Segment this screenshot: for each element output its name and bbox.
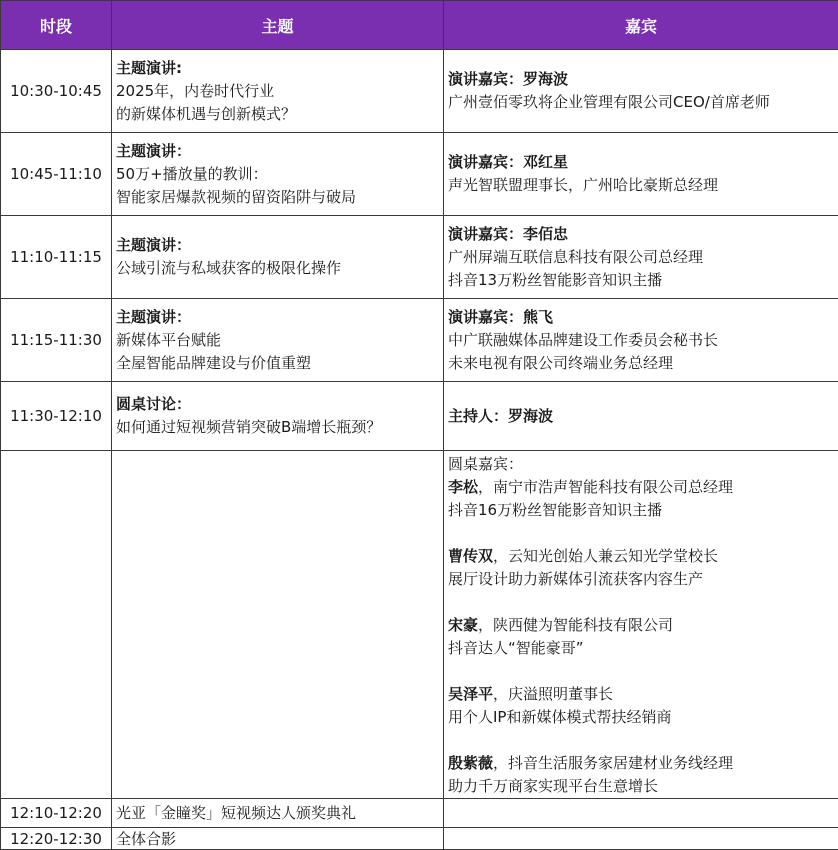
spacer [448, 522, 834, 545]
guest-cell [444, 133, 838, 216]
guest-name: 李松 [448, 478, 478, 496]
topic-cell [112, 216, 444, 299]
time-cell: 10:30-10:45 [1, 50, 112, 133]
guest-desc: 南宁市浩声智能科技有限公司总经理 [493, 478, 733, 496]
guest-desc: 抖音生活服务家居建材业务线经理 [508, 754, 733, 772]
guest-sep: ， [478, 478, 493, 496]
guest-cell [444, 299, 838, 382]
topic-label: 圆桌讨论： [116, 393, 439, 416]
table-row [1, 828, 838, 850]
topic-line: 如何通过短视频营销突破B端增长瓶颈？ [116, 416, 439, 439]
topic-label: 主题演讲： [116, 306, 439, 329]
guest-extra: 助力千万商家实现平台生意增长 [448, 775, 834, 798]
time-cell: 11:10-11:15 [1, 216, 112, 299]
guest-sep: ， [493, 547, 508, 565]
guest-label: 演讲嘉宾：熊飞 [448, 306, 834, 329]
topic-line: 全屋智能品牌建设与价值重塑 [116, 352, 439, 375]
guest-line: 广州壹佰零玖将企业管理有限公司CEO/首席老师 [448, 91, 834, 114]
guest-sep: ， [478, 616, 493, 634]
guest-sep: ， [493, 685, 508, 703]
topic-line: 公域引流与私域获客的极限化操作 [116, 257, 439, 280]
topic-cell [112, 133, 444, 216]
guest-name: 吴泽平 [448, 685, 493, 703]
topic-label: 主题演讲： [116, 234, 439, 257]
roundtable-guest [448, 614, 834, 637]
topic-cell: 全体合影 [112, 828, 444, 850]
guest-extra: 用个人IP和新媒体模式帮扶经销商 [448, 706, 834, 729]
guest-label: 演讲嘉宾：罗海波 [448, 68, 834, 91]
table-row [1, 216, 838, 299]
spacer [448, 660, 834, 683]
roundtable-guests-cell [444, 451, 838, 799]
topic-line: 的新媒体机遇与创新模式？ [116, 103, 439, 126]
guest-sep: ， [493, 754, 508, 772]
guest-name: 曹传双 [448, 547, 493, 565]
guest-cell [444, 382, 838, 451]
topic-line: 智能家居爆款视频的留资陷阱与破局 [116, 186, 439, 209]
guest-name: 殷紫薇 [448, 754, 493, 772]
roundtable-guest [448, 476, 834, 499]
guest-desc: 云知光创始人兼云知光学堂校长 [508, 547, 718, 565]
guest-label: 演讲嘉宾：李佰忠 [448, 223, 834, 246]
guest-desc: 陕西健为智能科技有限公司 [493, 616, 673, 634]
guest-cell [444, 828, 838, 850]
roundtable-guest [448, 752, 834, 775]
topic-cell [112, 382, 444, 451]
table-row [1, 133, 838, 216]
spacer [448, 729, 834, 752]
guest-extra: 抖音16万粉丝智能影音知识主播 [448, 499, 834, 522]
topic-cell [112, 50, 444, 133]
guest-line: 广州屏端互联信息科技有限公司总经理 [448, 246, 834, 269]
guest-label: 演讲嘉宾：邓红星 [448, 151, 834, 174]
topic-label: 主题演讲： [116, 140, 439, 163]
header-guest: 嘉宾 [444, 1, 838, 50]
roundtable-intro: 圆桌嘉宾： [448, 453, 834, 476]
table-row [1, 50, 838, 133]
guest-extra: 抖音达人“智能豪哥” [448, 637, 834, 660]
guest-line: 未来电视有限公司终端业务总经理 [448, 352, 834, 375]
guest-extra: 展厅设计助力新媒体引流获客内容生产 [448, 568, 834, 591]
guest-label: 主持人：罗海波 [448, 405, 834, 428]
table-row [1, 382, 838, 451]
guest-cell [444, 216, 838, 299]
roundtable-guest [448, 545, 834, 568]
guest-line: 中广联融媒体品牌建设工作委员会秘书长 [448, 329, 834, 352]
topic-label: 主题演讲: [116, 57, 439, 80]
table-row [1, 799, 838, 828]
header-row [1, 1, 838, 50]
table-row [1, 299, 838, 382]
topic-line: 2025年，内卷时代行业 [116, 80, 439, 103]
topic-cell [112, 451, 444, 799]
time-cell: 11:15-11:30 [1, 299, 112, 382]
time-cell: 11:30-12:10 [1, 382, 112, 451]
roundtable-guest [448, 683, 834, 706]
guest-name: 宋豪 [448, 616, 478, 634]
topic-line: 新媒体平台赋能 [116, 329, 439, 352]
time-cell: 12:10-12:20 [1, 799, 112, 828]
header-topic: 主题 [112, 1, 444, 50]
topic-line: 50万+播放量的教训： [116, 163, 439, 186]
header-time: 时段 [1, 1, 112, 50]
guest-line: 声光智联盟理事长，广州哈比豪斯总经理 [448, 174, 834, 197]
time-cell: 10:45-11:10 [1, 133, 112, 216]
guest-cell [444, 50, 838, 133]
table-row [1, 451, 838, 799]
topic-cell [112, 299, 444, 382]
spacer [448, 591, 834, 614]
topic-cell: 光亚「金瞳奖」短视频达人颁奖典礼 [112, 799, 444, 828]
guest-line: 抖音13万粉丝智能影音知识主播 [448, 269, 834, 292]
time-cell: 12:20-12:30 [1, 828, 112, 850]
time-cell [1, 451, 112, 799]
guest-cell [444, 799, 838, 828]
guest-desc: 庆溢照明董事长 [508, 685, 613, 703]
